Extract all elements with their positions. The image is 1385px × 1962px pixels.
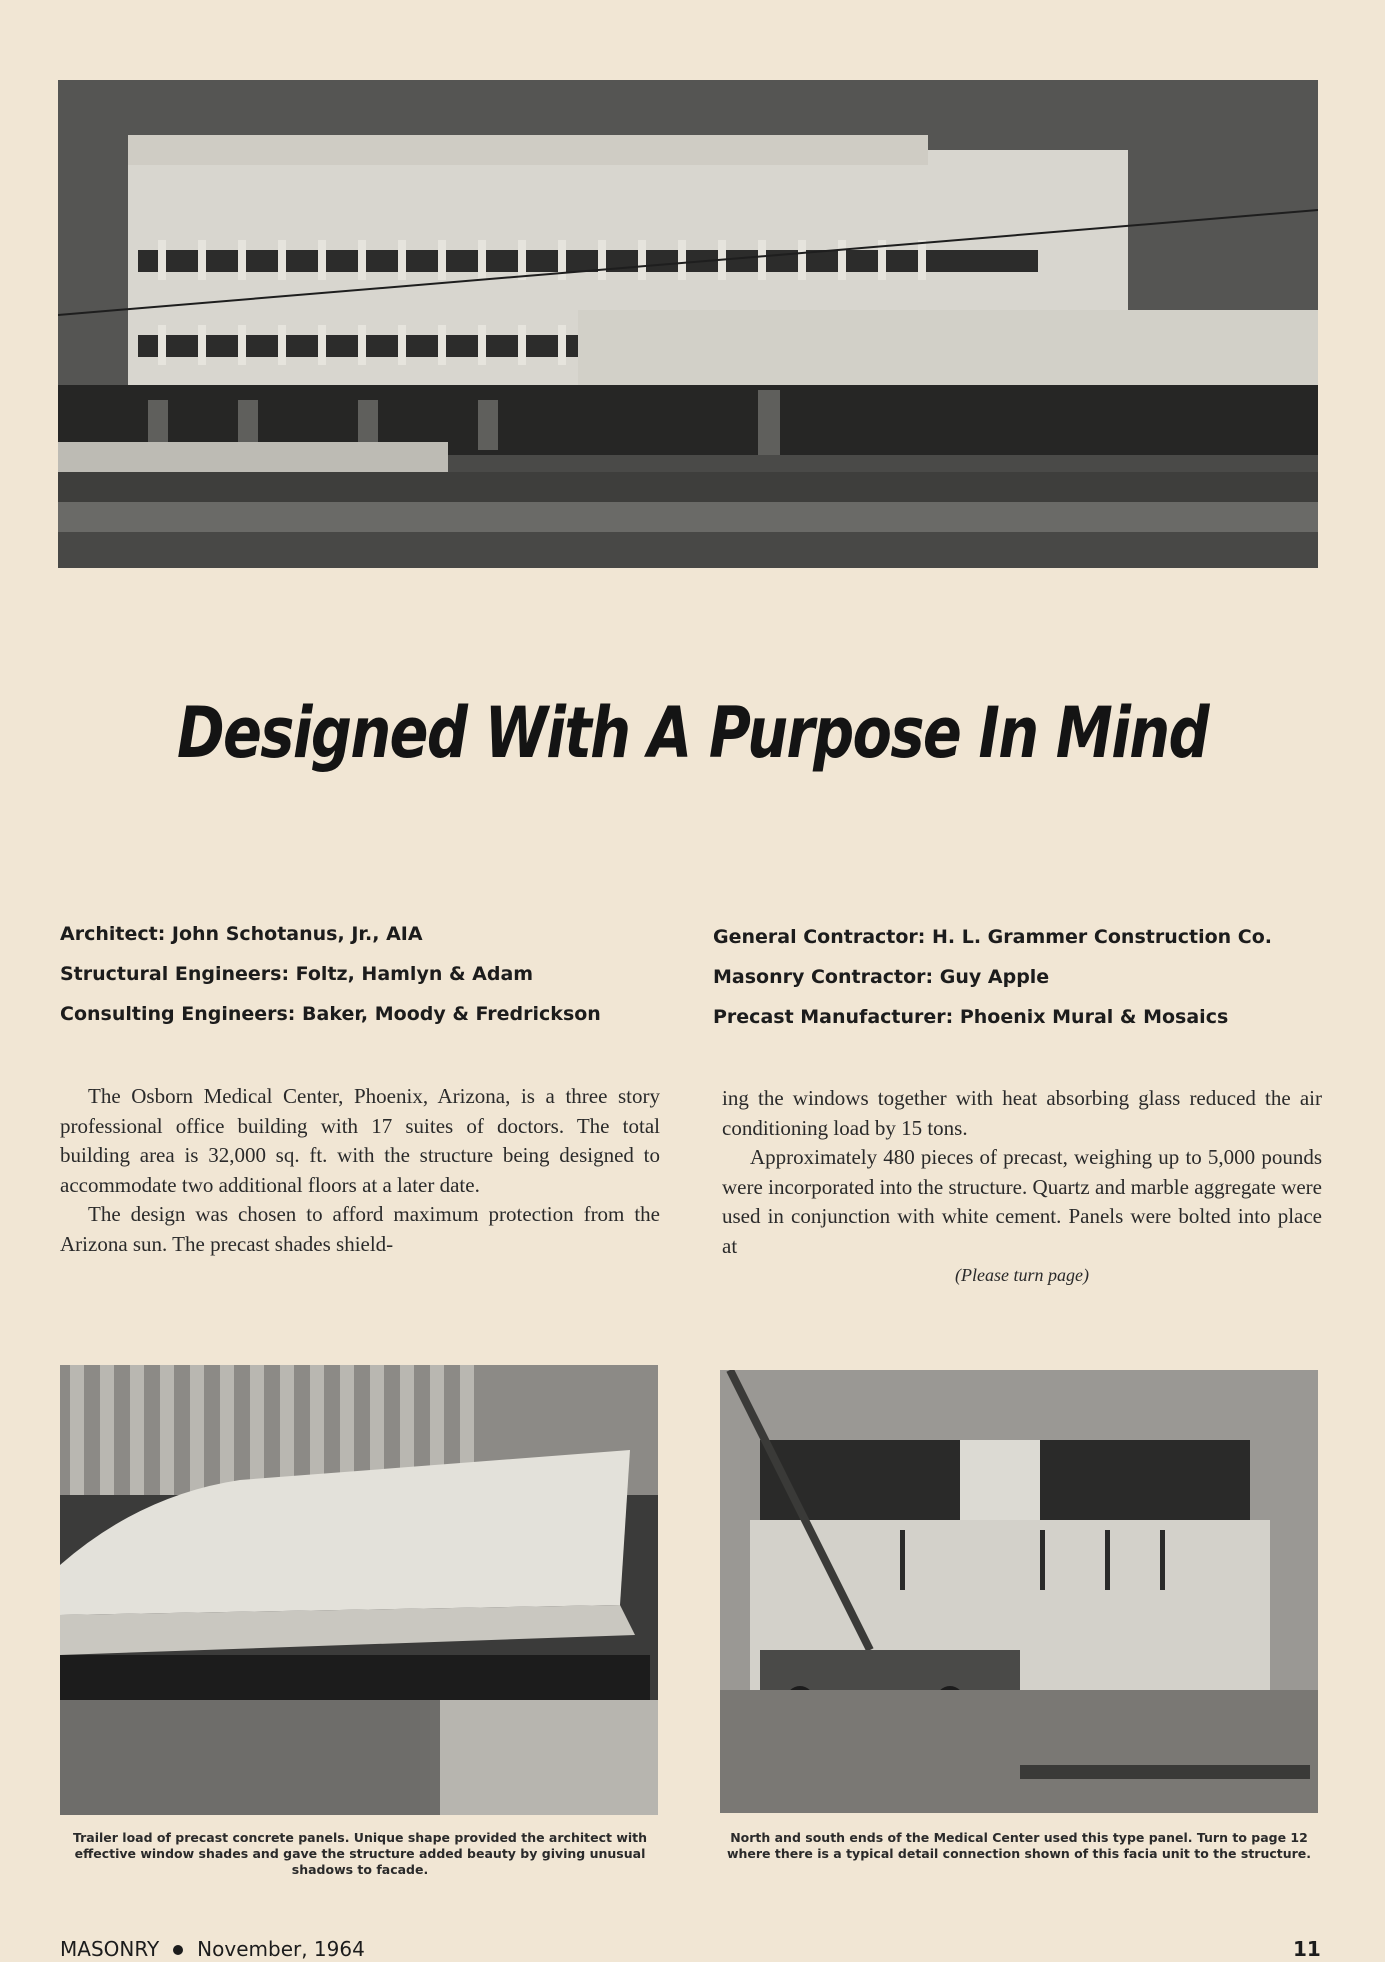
credits-list-left <box>60 914 601 1034</box>
caption-right: North and south ends of the Medical Center used this type panel. Turn to page 12 where there is a typical detail connection shown of this facia unit to the structure. <box>726 1830 1312 1861</box>
body-column-left <box>60 1082 660 1259</box>
credits-list-right <box>713 917 1272 1037</box>
body-paragraph: ing the windows together with heat absorbing glass reduced the air conditioning load by 15 tons. <box>722 1086 1322 1140</box>
page-number: 11 <box>1293 1937 1321 1961</box>
body-paragraph: The design was chosen to afford maximum protection from the Arizona sun. The precast shades shield- <box>60 1202 660 1256</box>
footer-masthead <box>60 1937 365 1961</box>
credit-general-contractor: General Contractor: H. L. Grammer Construction Co. <box>713 926 1272 948</box>
bullet-icon <box>173 1945 183 1955</box>
turn-page-note: (Please turn page) <box>955 1265 1089 1285</box>
issue-date: November, 1964 <box>197 1937 365 1961</box>
article-title: Designed With A Purpose In Mind <box>177 692 1208 774</box>
credit-consulting-engineers: Consulting Engineers: Baker, Moody & Fredrickson <box>60 1003 601 1025</box>
body-paragraph: Approximately 480 pieces of precast, weighing up to 5,000 pounds were incorporated into the structure. Quartz and marble aggregate were used in conjunction with white cement. Panels were bolted into place at <box>722 1145 1322 1258</box>
body-paragraph: The Osborn Medical Center, Phoenix, Arizona, is a three story professional office building with 17 suites of doctors. The total building area is 32,000 sq. ft. with the structure being designed to accommodate two additional floors at a later date. <box>60 1084 660 1197</box>
body-column-right <box>722 1084 1322 1287</box>
photo-precast-panels-trailer <box>60 1365 658 1815</box>
caption-left: Trailer load of precast concrete panels. Unique shape provided the architect with effective window shades and gave the structure added beauty by giving unusual shadows to facade. <box>72 1830 648 1877</box>
hero-photo-building <box>58 80 1318 568</box>
photo-north-south-end-panels <box>720 1370 1318 1813</box>
magazine-name: MASONRY <box>60 1937 160 1961</box>
credit-structural-engineers: Structural Engineers: Foltz, Hamlyn & Adam <box>60 963 534 985</box>
credit-architect: Architect: John Schotanus, Jr., AIA <box>60 923 423 945</box>
credit-masonry-contractor: Masonry Contractor: Guy Apple <box>713 966 1050 988</box>
credit-precast-manufacturer: Precast Manufacturer: Phoenix Mural & Mosaics <box>713 1006 1229 1028</box>
